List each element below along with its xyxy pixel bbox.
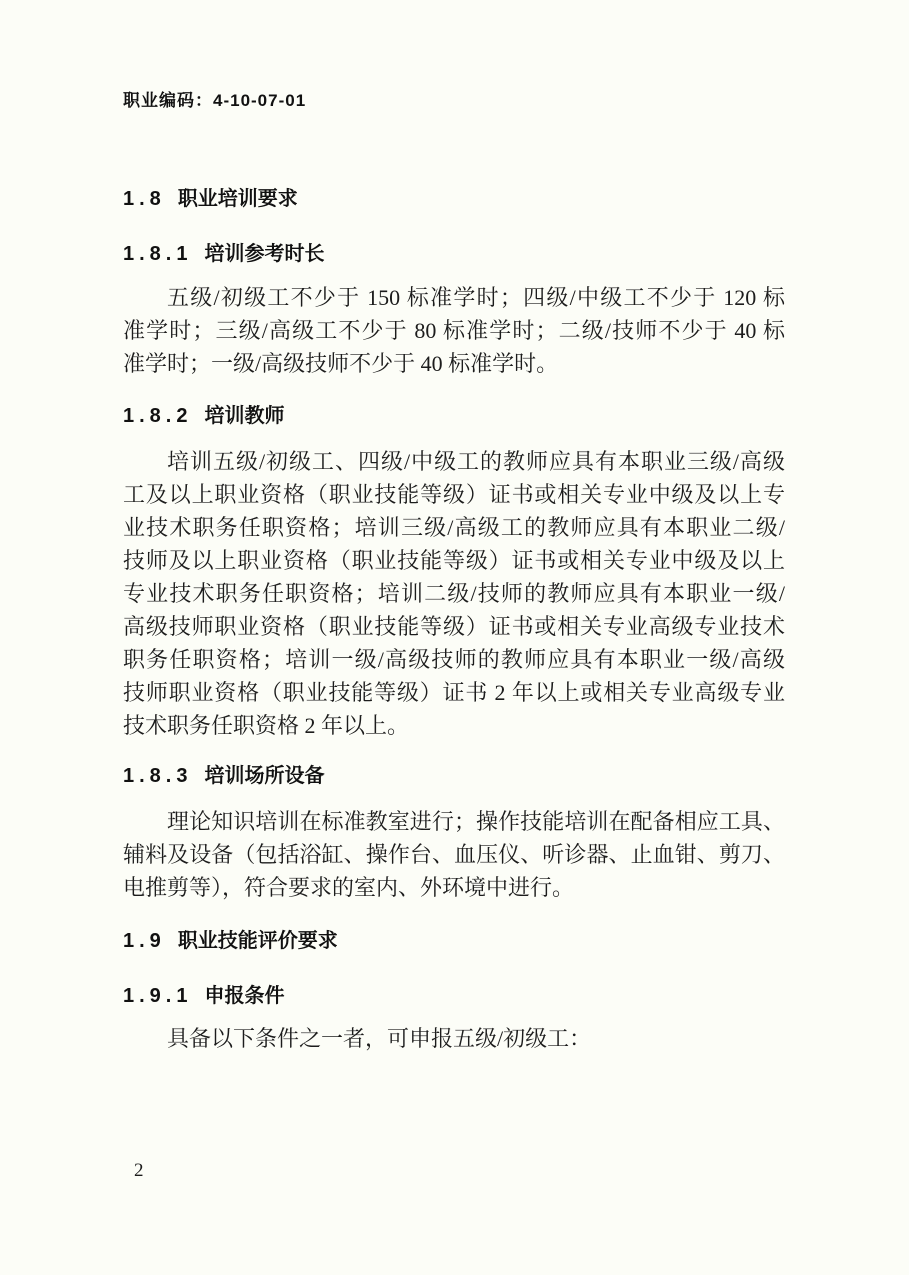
section-heading-1-9	[123, 924, 338, 953]
paragraph-application-conditions	[123, 1022, 785, 1055]
paragraph-line: 培训五级/初级工、四级/中级工的教师应具有本职业三级/高级	[167, 449, 785, 474]
section-title: 职业技能评价要求	[177, 930, 338, 952]
paragraph-line: 电推剪等），符合要求的室内、外环境中进行。	[123, 875, 575, 900]
paragraph-line: 技师职业资格（职业技能等级）证书 2 年以上或相关专业高级专业	[123, 680, 785, 705]
section-number: 1.9.1	[123, 985, 193, 1007]
paragraph-line: 具备以下条件之一者，可申报五级/初级工：	[167, 1026, 592, 1051]
section-heading-1-8	[123, 182, 298, 211]
section-number: 1.8	[123, 188, 166, 210]
section-title: 申报条件	[204, 985, 285, 1007]
paragraph-line: 准学时；一级/高级技师不少于 40 标准学时。	[123, 351, 559, 376]
paragraph-training-facilities	[123, 805, 785, 904]
paragraph-line: 高级技师职业资格（职业技能等级）证书或相关专业高级专业技术	[123, 614, 785, 639]
section-title: 职业培训要求	[177, 188, 298, 210]
occupation-code-header: 职业编码：4-10-07-01	[123, 91, 307, 110]
paragraph-line: 辅料及设备（包括浴缸、操作台、血压仪、听诊器、止血钳、剪刀、	[123, 842, 785, 867]
paragraph-line: 技师及以上职业资格（职业技能等级）证书或相关专业中级及以上	[123, 548, 785, 573]
paragraph-line: 职务任职资格；培训一级/高级技师的教师应具有本职业一级/高级	[123, 647, 785, 672]
section-number: 1.8.2	[123, 405, 193, 427]
section-title: 培训教师	[204, 405, 285, 427]
section-number: 1.8.3	[123, 765, 193, 787]
paragraph-line: 理论知识培训在标准教室进行；操作技能培训在配备相应工具、	[167, 809, 785, 834]
paragraph-line: 工及以上职业资格（职业技能等级）证书或相关专业中级及以上专	[123, 482, 785, 507]
section-heading-1-9-1	[123, 979, 284, 1008]
section-heading-1-8-1	[123, 237, 324, 266]
section-title: 培训参考时长	[204, 243, 325, 265]
section-title: 培训场所设备	[204, 765, 325, 787]
section-heading-1-8-2	[123, 399, 284, 428]
paragraph-training-teachers	[123, 445, 785, 742]
page-number: 2	[134, 1160, 144, 1181]
paragraph-training-hours	[123, 281, 785, 380]
paragraph-line: 专业技术职务任职资格；培训二级/技师的教师应具有本职业一级/	[123, 581, 785, 606]
section-number: 1.8.1	[123, 243, 193, 265]
section-heading-1-8-3	[123, 759, 324, 788]
section-number: 1.9	[123, 930, 166, 952]
paragraph-line: 技术职务任职资格 2 年以上。	[123, 713, 410, 738]
paragraph-line: 五级/初级工不少于 150 标准学时；四级/中级工不少于 120 标	[167, 285, 785, 310]
paragraph-line: 业技术职务任职资格；培训三级/高级工的教师应具有本职业二级/	[123, 515, 785, 540]
paragraph-line: 准学时；三级/高级工不少于 80 标准学时；二级/技师不少于 40 标	[123, 318, 785, 343]
